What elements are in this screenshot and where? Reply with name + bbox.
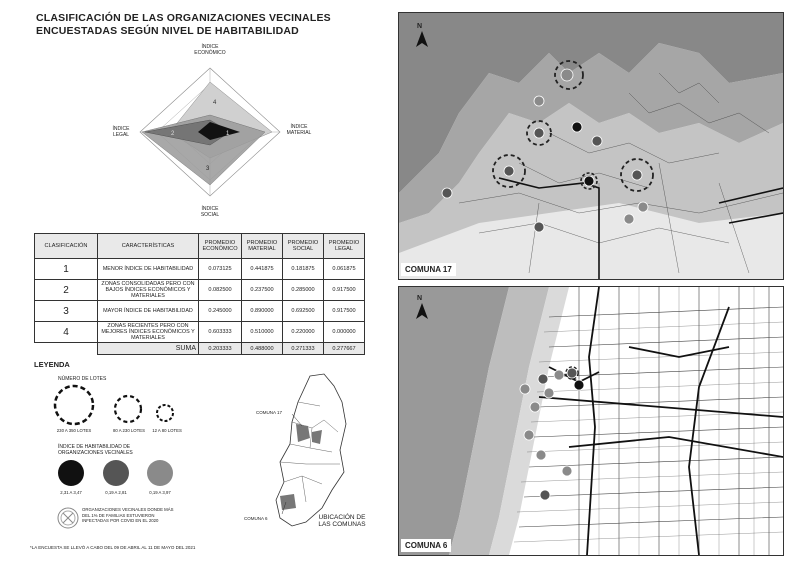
cell-soc: 0.285000: [283, 280, 324, 301]
cell-soc: 0.181875: [283, 259, 324, 280]
hab-mid-icon: [103, 460, 129, 486]
hab-mid-label: 0,19 A 2,81: [105, 490, 127, 495]
sum-soc: 0.271333: [283, 343, 324, 355]
covid-label: ORGANIZACIONES VECINALES DONDE MÁS DEL 1% DE FAMILIAS ESTUVIERON INFECTADAS POR COVID EN EL 2020: [82, 507, 174, 523]
radar-label-4: 4: [213, 100, 217, 106]
lots-large-label: 230 A 350 LOTES: [56, 428, 92, 433]
cell-car: ZONAS CONSOLIDADAS PERO CON BAJOS ÍNDICES ECONÓMICOS Y MATERIALES: [98, 280, 199, 301]
lots-medium-icon: [115, 396, 141, 422]
hab-low-icon: [147, 460, 173, 486]
axis-material: ÍNDICE MATERIAL: [286, 124, 312, 136]
map-comuna-17: [398, 12, 784, 280]
axis-legal: ÍNDICE LEGAL: [112, 126, 130, 138]
th-social: PROMEDIO SOCIAL: [283, 234, 324, 259]
location-comuna6-shape: [280, 494, 296, 510]
axis-economico: ÍNDICE ECONÓMICO: [194, 44, 226, 56]
th-clasificacion: CLASIFICACIÓN: [35, 234, 98, 259]
hab-high-icon: [58, 460, 84, 486]
cell-leg: 0.917500: [324, 301, 365, 322]
radar-label-1: 1: [226, 131, 230, 137]
cell-eco: 0.603333: [199, 322, 242, 343]
lots-large-icon: [55, 386, 93, 424]
cell-car: ZONAS RECIENTES PERO CON MEJORES ÍNDICES ECONÓMICOS Y MATERIALES: [98, 322, 199, 343]
cell-leg: 0.917500: [324, 280, 365, 301]
cell-leg: 0.061875: [324, 259, 365, 280]
hab-symbols: [56, 458, 186, 488]
table-row: [35, 280, 365, 301]
sum-leg: 0.277667: [324, 343, 365, 355]
covid-icon: [56, 506, 80, 530]
map-label-comuna-17: COMUNA 17: [401, 263, 456, 276]
sum-label: SUMA: [98, 343, 199, 355]
table-row: [35, 301, 365, 322]
radar-label-2: 2: [171, 131, 175, 137]
cell-mat: 0.890000: [242, 301, 283, 322]
th-economico: PROMEDIO ECONÓMICO: [199, 234, 242, 259]
cell-eco: 0.082500: [199, 280, 242, 301]
cell-mat: 0.237500: [242, 280, 283, 301]
cell-cls: 3: [35, 301, 98, 322]
north-arrow-icon: [415, 31, 429, 47]
hab-high-label: 2,31 A 3,47: [60, 490, 82, 495]
lots-small-icon: [157, 405, 173, 421]
map-17-svg: [399, 13, 783, 279]
location-caption: UBICACIÓN DE LAS COMUNAS: [318, 514, 366, 528]
lots-title: NÚMERO DE LOTES: [58, 376, 107, 382]
legend-title: LEYENDA: [34, 360, 70, 369]
location-label-c6: COMUNA 6: [244, 516, 268, 521]
th-caracteristicas: CARACTERÍSTICAS: [98, 234, 199, 259]
lots-symbols: [52, 383, 192, 431]
cell-car: MENOR ÍNDICE DE HABITABILIDAD: [98, 259, 199, 280]
cell-leg: 0.000000: [324, 322, 365, 343]
location-label-c17: COMUNA 17: [256, 410, 283, 415]
lots-medium-label: 80 A 230 LOTES: [112, 428, 145, 433]
cell-cls: 4: [35, 322, 98, 343]
cell-mat: 0.441875: [242, 259, 283, 280]
th-material: PROMEDIO MATERIAL: [242, 234, 283, 259]
map-comuna-6: [398, 286, 784, 556]
table-row: [35, 259, 365, 280]
footer-note: *LA ENCUESTA SE LLEVÓ A CABO DEL 09 DE ABRIL AL 11 DE MAYO DEL 2021: [30, 545, 196, 550]
table-sum-row: [35, 343, 365, 355]
cell-cls: 2: [35, 280, 98, 301]
th-legal: PROMEDIO LEGAL: [324, 234, 365, 259]
radar-label-3: 3: [206, 166, 210, 172]
north-arrow-icon: [415, 303, 429, 319]
axis-social: ÍNDICE SOCIAL: [200, 206, 220, 218]
table-header: [35, 234, 365, 259]
cell-eco: 0.245000: [199, 301, 242, 322]
sum-eco: 0.203333: [199, 343, 242, 355]
map-6-svg: [399, 287, 783, 555]
cell-car: MAYOR ÍNDICE DE HABITABILIDAD: [98, 301, 199, 322]
table-row: [35, 322, 365, 343]
cell-soc: 0.692500: [283, 301, 324, 322]
classification-table: [34, 233, 365, 355]
cell-soc: 0.220000: [283, 322, 324, 343]
north-label-17: N: [417, 23, 423, 30]
page-title: CLASIFICACIÓN DE LAS ORGANIZACIONES VECINALES ENCUESTADAS SEGÚN NIVEL DE HABITABILIDAD: [36, 12, 331, 37]
hab-low-label: 0,19 A 3,97: [149, 490, 171, 495]
lots-small-label: 12 A 80 LOTES: [152, 428, 182, 433]
cell-mat: 0.510000: [242, 322, 283, 343]
hab-title: ÍNDICE DE HABITABILIDAD DE ORGANIZACIONES VECINALES: [58, 444, 133, 456]
location-map: [262, 372, 362, 532]
cell-cls: 1: [35, 259, 98, 280]
north-label-6: N: [417, 295, 423, 302]
map-label-comuna-6: COMUNA 6: [401, 539, 451, 552]
radar-chart: [100, 40, 330, 225]
cell-eco: 0.073125: [199, 259, 242, 280]
sum-mat: 0.488000: [242, 343, 283, 355]
